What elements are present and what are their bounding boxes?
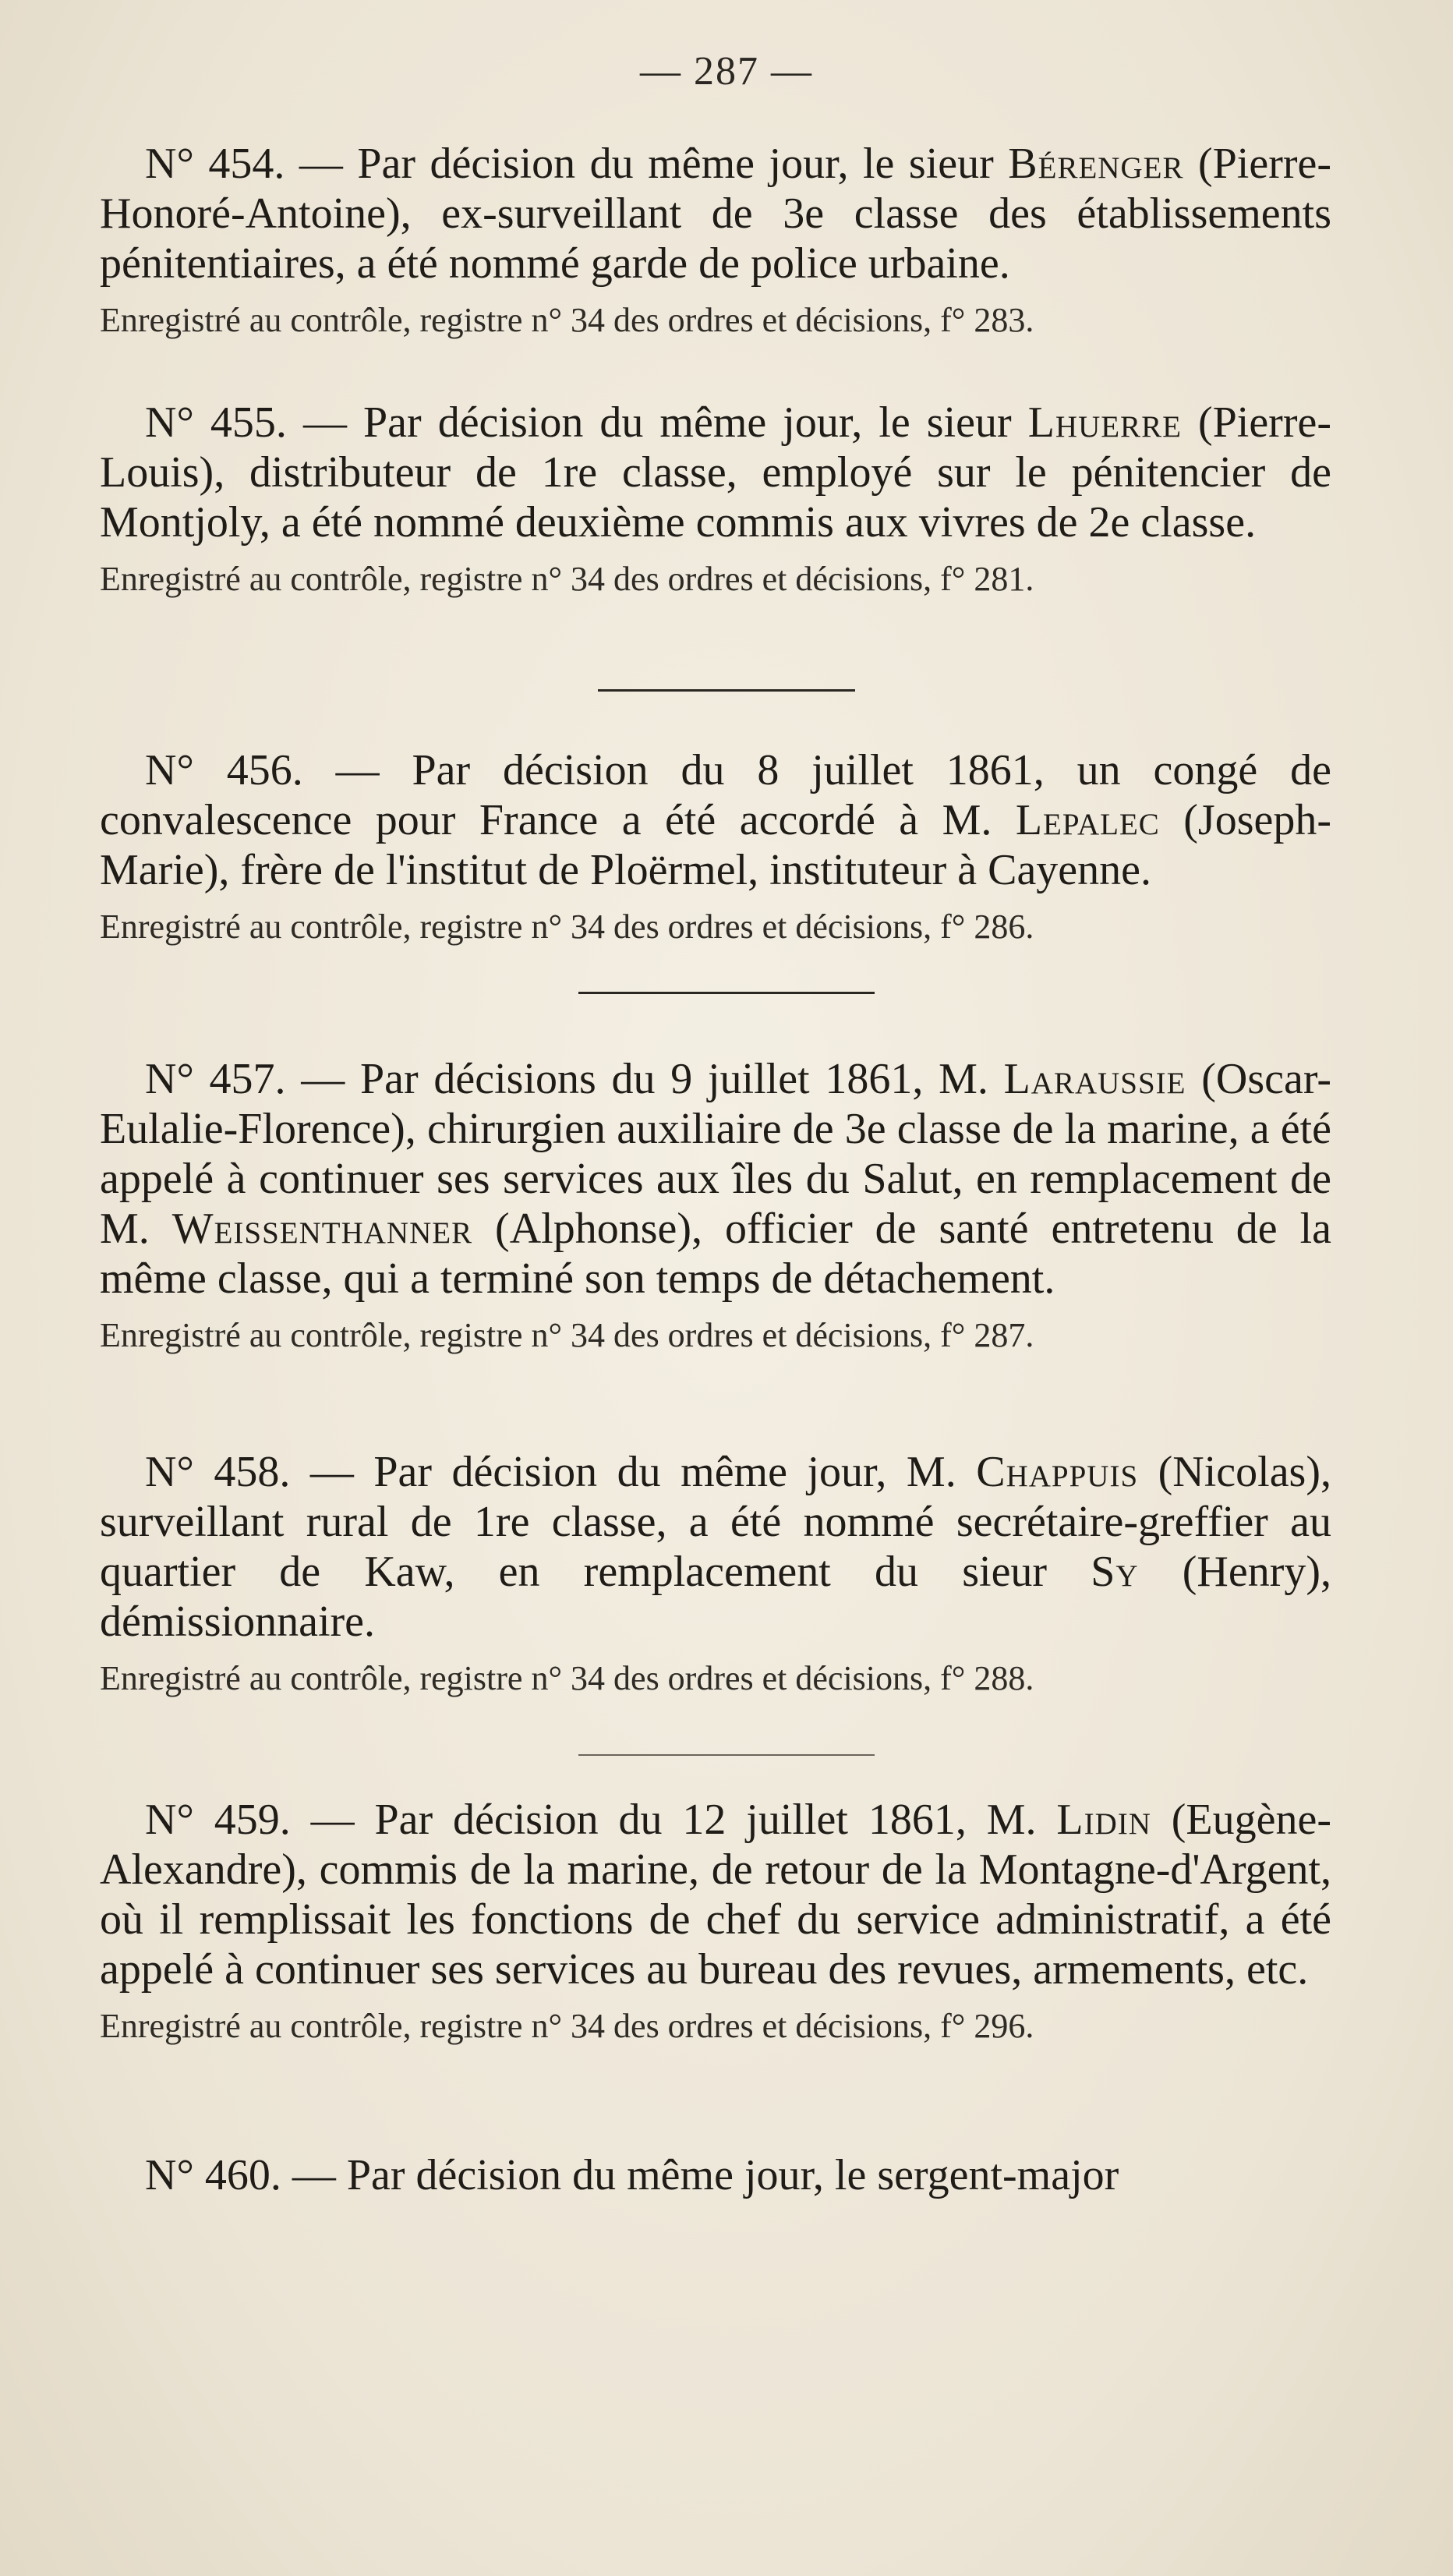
entry-text-after: (Pierre-Louis), distributeur de 1re classe, employé sur le pénitencier de Montjoly, a été nommé deuxième commis aux vivres de 2e classe.: [100, 398, 1331, 547]
registration-note: Enregistré au contrôle, registre n° 34 des ordres et décisions, f° 281.: [100, 560, 1034, 598]
entry-text-after: (Eugène-Alexandre), commis de la marine, de retour de la Montagne-d'Argent, où il remplissait les fonctions de chef du service administratif, a été appelé à continuer ses services au bureau des revues, armements, etc.: [100, 1796, 1331, 1994]
entry-text: [100, 398, 1331, 547]
entry-456: [100, 745, 1331, 948]
entry-text: [100, 2150, 1331, 2200]
entry-text: [100, 745, 1331, 895]
separator-rule: [578, 1754, 875, 1756]
registration-note: Enregistré au contrôle, registre n° 34 des ordres et décisions, f° 288.: [100, 1659, 1034, 1697]
entry-dash: —: [281, 2151, 347, 2199]
separator-rule: [578, 992, 875, 994]
entry-text-before: Par décision du même jour, le sergent-major: [346, 2151, 1119, 2199]
entry-dash: —: [285, 140, 358, 188]
entry-text-middle: (Nicolas), surveillant rural de 1re classe, a été nommé secrétaire-greffier au quartier de Kaw, en remplacement du sieur: [100, 1448, 1332, 1596]
entry-dash: —: [290, 1796, 375, 1844]
person-name: Lidin: [1056, 1796, 1151, 1844]
entry-text-after: (Henry), démissionnaire.: [100, 1548, 1332, 1646]
entry-text-before: Par décision du même jour, le sieur: [363, 398, 1028, 447]
person-name-2: Weissenthanner: [171, 1205, 473, 1253]
entry-text: [100, 1054, 1331, 1304]
entry-text-after: (Joseph-Marie), frère de l'institut de Ploërmel, instituteur à Cayenne.: [100, 796, 1331, 894]
entry-dash: —: [290, 1448, 374, 1496]
entry-458: [100, 1447, 1331, 1700]
person-name: Bérenger: [1008, 140, 1184, 188]
separator-rule: [598, 689, 855, 692]
entry-text: [100, 139, 1331, 288]
person-name: Lhuerre: [1027, 398, 1182, 447]
entry-number: N° 459.: [145, 1796, 291, 1844]
entry-text-before: Par décision du même jour, M.: [373, 1448, 977, 1496]
entry-text-before: Par décision du même jour, le sieur: [357, 140, 1009, 188]
entry-dash: —: [286, 398, 363, 447]
registration-note: Enregistré au contrôle, registre n° 34 des ordres et décisions, f° 287.: [100, 1316, 1034, 1354]
entry-number: N° 457.: [145, 1055, 286, 1103]
entry-text: [100, 1795, 1331, 1994]
entry-459: [100, 1795, 1331, 2047]
page-number: — 287 —: [640, 49, 813, 94]
entry-455: [100, 398, 1331, 600]
person-name: Laraussie: [1003, 1055, 1186, 1103]
entry-454: [100, 139, 1331, 341]
person-name: Chappuis: [976, 1448, 1139, 1496]
registration-note: Enregistré au contrôle, registre n° 34 des ordres et décisions, f° 283.: [100, 301, 1034, 339]
entry-dash: —: [285, 1055, 361, 1103]
registration-note: Enregistré au contrôle, registre n° 34 des ordres et décisions, f° 296.: [100, 2007, 1034, 2045]
registration-note: Enregistré au contrôle, registre n° 34 des ordres et décisions, f° 286.: [100, 908, 1034, 946]
entry-number: N° 460.: [145, 2151, 281, 2199]
entry-text-middle: (Oscar-Eulalie-Florence), chirurgien auxiliaire de 3e classe de la marine, a été appelé à continuer ses services aux îles du Salut, en remplacement de M.: [100, 1055, 1331, 1253]
person-name-2: Sy: [1091, 1548, 1139, 1596]
entry-457: [100, 1054, 1331, 1357]
entry-number: N° 455.: [145, 398, 287, 447]
person-name: Lepalec: [1015, 796, 1160, 844]
entry-number: N° 454.: [145, 140, 285, 188]
entry-460: [100, 2150, 1331, 2200]
entry-text-after: (Pierre-Honoré-Antoine), ex-surveillant de 3e classe des établissements pénitentiaires, a été nommé garde de police urbaine.: [100, 140, 1332, 288]
entry-number: N° 456.: [145, 746, 303, 794]
entry-text-before: Par décision du 8 juillet 1861, un congé de convalescence pour France a été accordé à M.: [100, 746, 1332, 844]
entry-number: N° 458.: [145, 1448, 291, 1496]
entry-dash: —: [302, 746, 412, 794]
entry-text-before: Par décision du 12 juillet 1861, M.: [374, 1796, 1057, 1844]
entry-text: [100, 1447, 1331, 1647]
entry-text-after: (Alphonse), officier de santé entretenu de la même classe, qui a terminé son temps de détachement.: [100, 1205, 1331, 1303]
entry-text-before: Par décisions du 9 juillet 1861, M.: [360, 1055, 1004, 1103]
